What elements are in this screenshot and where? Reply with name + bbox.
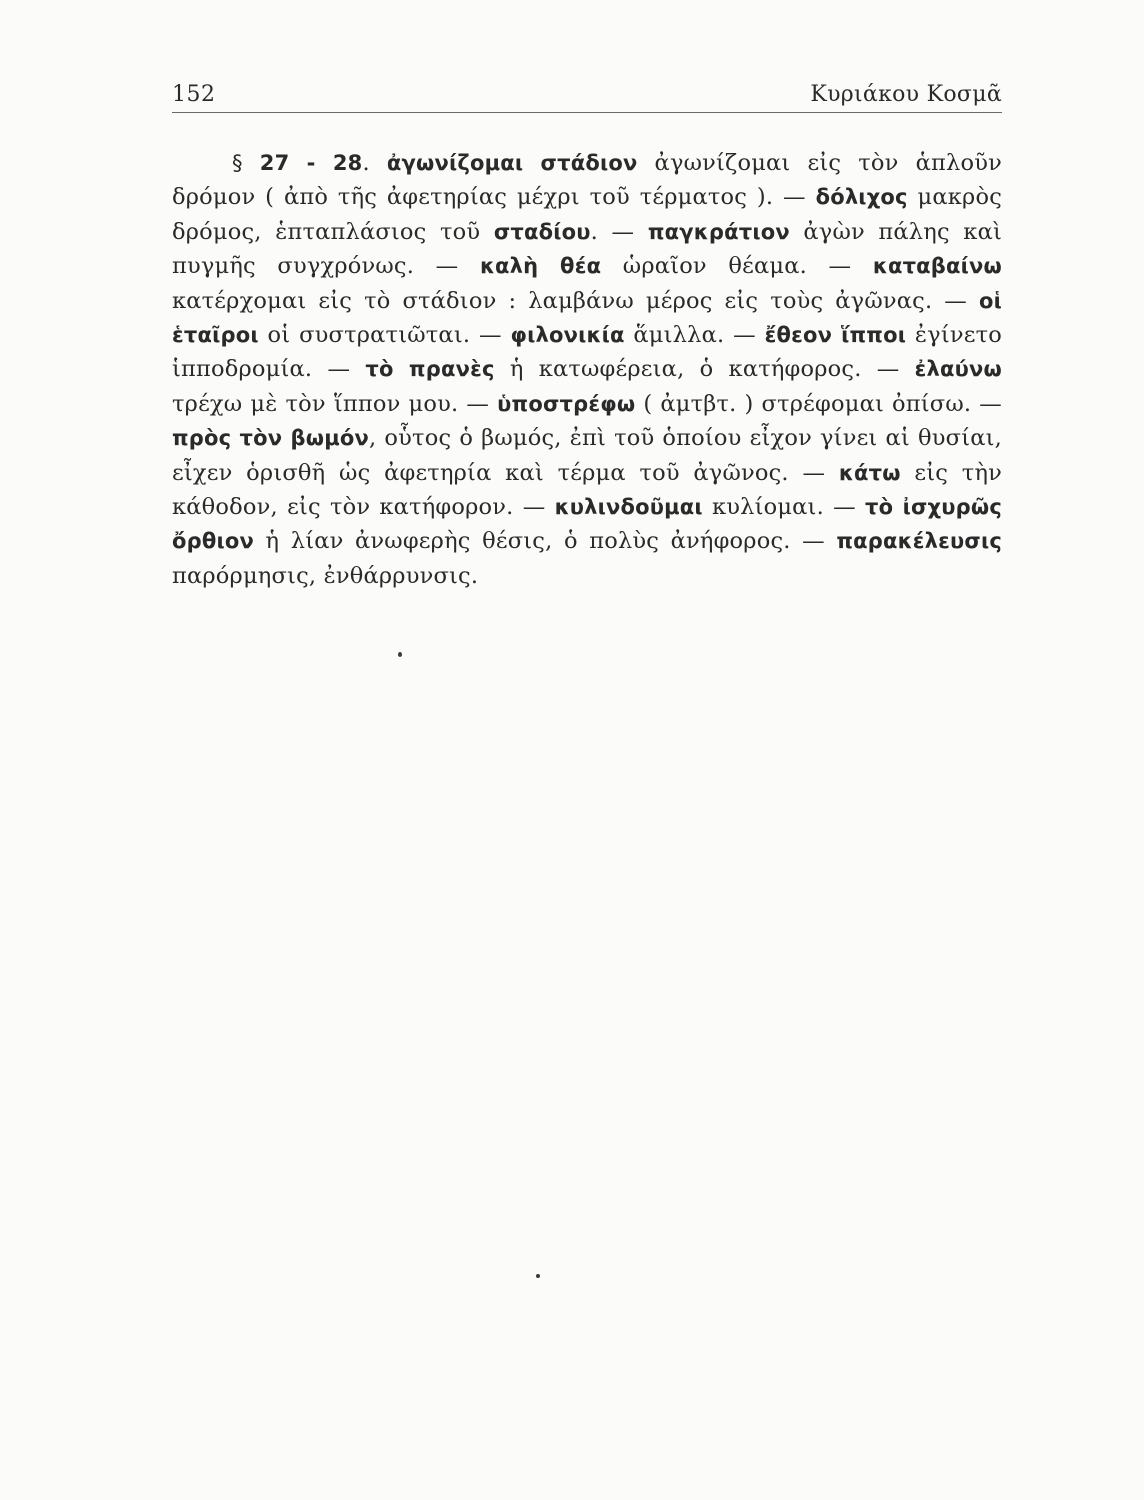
paragraph-text bbox=[172, 150, 1002, 589]
glossed-term: τὸ ἰσχυρῶς ὄρθιον bbox=[172, 495, 1003, 554]
section-number: 27 - 28 bbox=[259, 151, 363, 175]
glossed-term: σταδίου bbox=[493, 219, 591, 244]
glossed-term: κάτω bbox=[838, 460, 901, 485]
glossed-term: ἀγωνίζομαι στάδιον bbox=[386, 151, 638, 175]
glossed-term: κυλινδοῦμαι bbox=[554, 495, 703, 520]
gloss-text: ὡραῖον θέαμα. — bbox=[601, 253, 873, 280]
gloss-text: ἀγὼν πάλης καὶ πυγμῆς συγχρόνως. — bbox=[172, 218, 1002, 280]
running-head: Κυριάκου Κοσμᾶ bbox=[810, 82, 1002, 107]
gloss-text: ἡ λίαν ἀνωφερὴς θέσις, ὁ πολὺς ἀνήφορος. — bbox=[254, 528, 837, 555]
gloss-text: κατέρχομαι εἰς τὸ στάδιον : λαμβάνω μέρος εἰς τοὺς ἀγῶνας. — bbox=[172, 287, 979, 314]
gloss-text: ἡ κατωφέρεια, ὁ κατήφορος. — bbox=[494, 356, 915, 383]
glossed-term: καλὴ θέα bbox=[479, 254, 602, 279]
page-header bbox=[172, 78, 1002, 113]
glossed-term: καταβαίνω bbox=[872, 254, 1003, 279]
glossed-term: τὸ πρανὲς bbox=[365, 357, 495, 382]
gloss-text: παρόρμησις, ἐνθάρρυνσις. bbox=[172, 562, 479, 589]
glossed-term: παρακέλευσις bbox=[836, 529, 1002, 554]
page-number: 152 bbox=[172, 82, 216, 107]
gloss-text: , οὗτος ὁ βωμός, ἐπὶ τοῦ ὁποίου εἶχον γίνει αἱ θυσίαι, εἶχεν ὁρισθῆ ὡς ἀφετηρία καὶ τέρμα τοῦ ἀγῶνος. — bbox=[172, 425, 1003, 486]
glossed-term: οἱ ἑταῖροι bbox=[172, 288, 1002, 348]
gloss-text: ἐγίνετο ἱπποδρομία. — bbox=[172, 322, 1002, 383]
gloss-text: ἀγωνίζομαι εἰς τὸν ἁπλοῦν δρόμον ( ἀπὸ τῆς ἀφετηρίας μέχρι τοῦ τέρματος ). — bbox=[172, 150, 1002, 211]
gloss-text: ἅμιλλα. — bbox=[624, 322, 765, 349]
glossed-term: πρὸς τὸν βωμόν bbox=[172, 426, 369, 451]
gloss-text: τρέχω μὲ τὸν ἵππον μου. — bbox=[172, 390, 498, 417]
body-text bbox=[172, 146, 1002, 593]
gloss-text: ( ἀμτβτ. ) στρέφομαι ὀπίσω. — bbox=[635, 390, 1002, 417]
glossed-term: ἐλαύνω bbox=[914, 357, 1002, 382]
glossed-term: φιλονικία bbox=[510, 323, 625, 348]
glossed-term: δόλιχος bbox=[815, 185, 908, 210]
glossed-term: ὑποστρέφω bbox=[497, 391, 636, 416]
gloss-text: . — bbox=[590, 218, 648, 245]
gloss-text: εἰς τὴν κάθοδον, εἰς τὸν κατήφορον. — bbox=[172, 459, 1003, 521]
print-speck bbox=[536, 1274, 540, 1278]
glossed-term: ἔθεον ἵπποι bbox=[764, 323, 907, 348]
commentary-paragraph: § 27 - 28. ἀγωνίζομαι στάδιον ἀγωνίζομαι εἰς τὸν ἁπλοῦν δρόμον ( ἀπὸ τῆς ἀφετηρίας μέχρι τοῦ τέρματος ). — δόλιχος μακρὸς δρόμος, ἑπταπλάσιος τοῦ σταδίου. — παγκράτιον ἀγὼν πάλης καὶ πυγμῆς συγχρόνως. — καλὴ θέα ὡραῖον θέαμα. — καταβαίνω κατέρχομαι εἰς τὸ στάδιον : λαμβάνω μέρος εἰς τοὺς ἀγῶνας. — οἱ ἑταῖροι οἱ συστρατιῶται. — φιλονικία ἅμιλλα. — ἔθεον ἵπποι ἐγίνετο ἱπποδρομία. — τὸ πρανὲς ἡ κατωφέρεια, ὁ κατήφορος. — ἐλαύνω τρέχω μὲ τὸν ἵππον μου. — ὑποστρέφω ( ἀμτβτ. ) στρέφομαι ὀπίσω. — πρὸς τὸν βωμόν, οὗτος ὁ βωμός, ἐπὶ τοῦ ὁποίου εἶχον γίνει αἱ θυσίαι, εἶχεν ὁρισθῆ ὡς ἀφετηρία καὶ τέρμα τοῦ ἀγῶνος. — κάτω εἰς τὴν κάθοδον, εἰς τὸν κατήφορον. — κυλινδοῦμαι κυλίομαι. — τὸ ἰσχυρῶς ὄρθιον ἡ λίαν ἀνωφερὴς θέσις, ὁ πολὺς ἀνήφορος. — παρακέλευσις παρόρμησις, ἐνθάρρυνσις. bbox=[172, 150, 1003, 589]
section-sign: § bbox=[232, 151, 243, 175]
gloss-text: κυλίομαι. — bbox=[702, 494, 866, 521]
print-speck bbox=[398, 652, 402, 657]
gloss-text: οἱ συστρατιῶται. — bbox=[258, 322, 511, 349]
glossed-term: παγκράτιον bbox=[647, 219, 790, 244]
gloss-text: μακρὸς δρόμος, ἑπταπλάσιος τοῦ bbox=[172, 184, 1002, 245]
